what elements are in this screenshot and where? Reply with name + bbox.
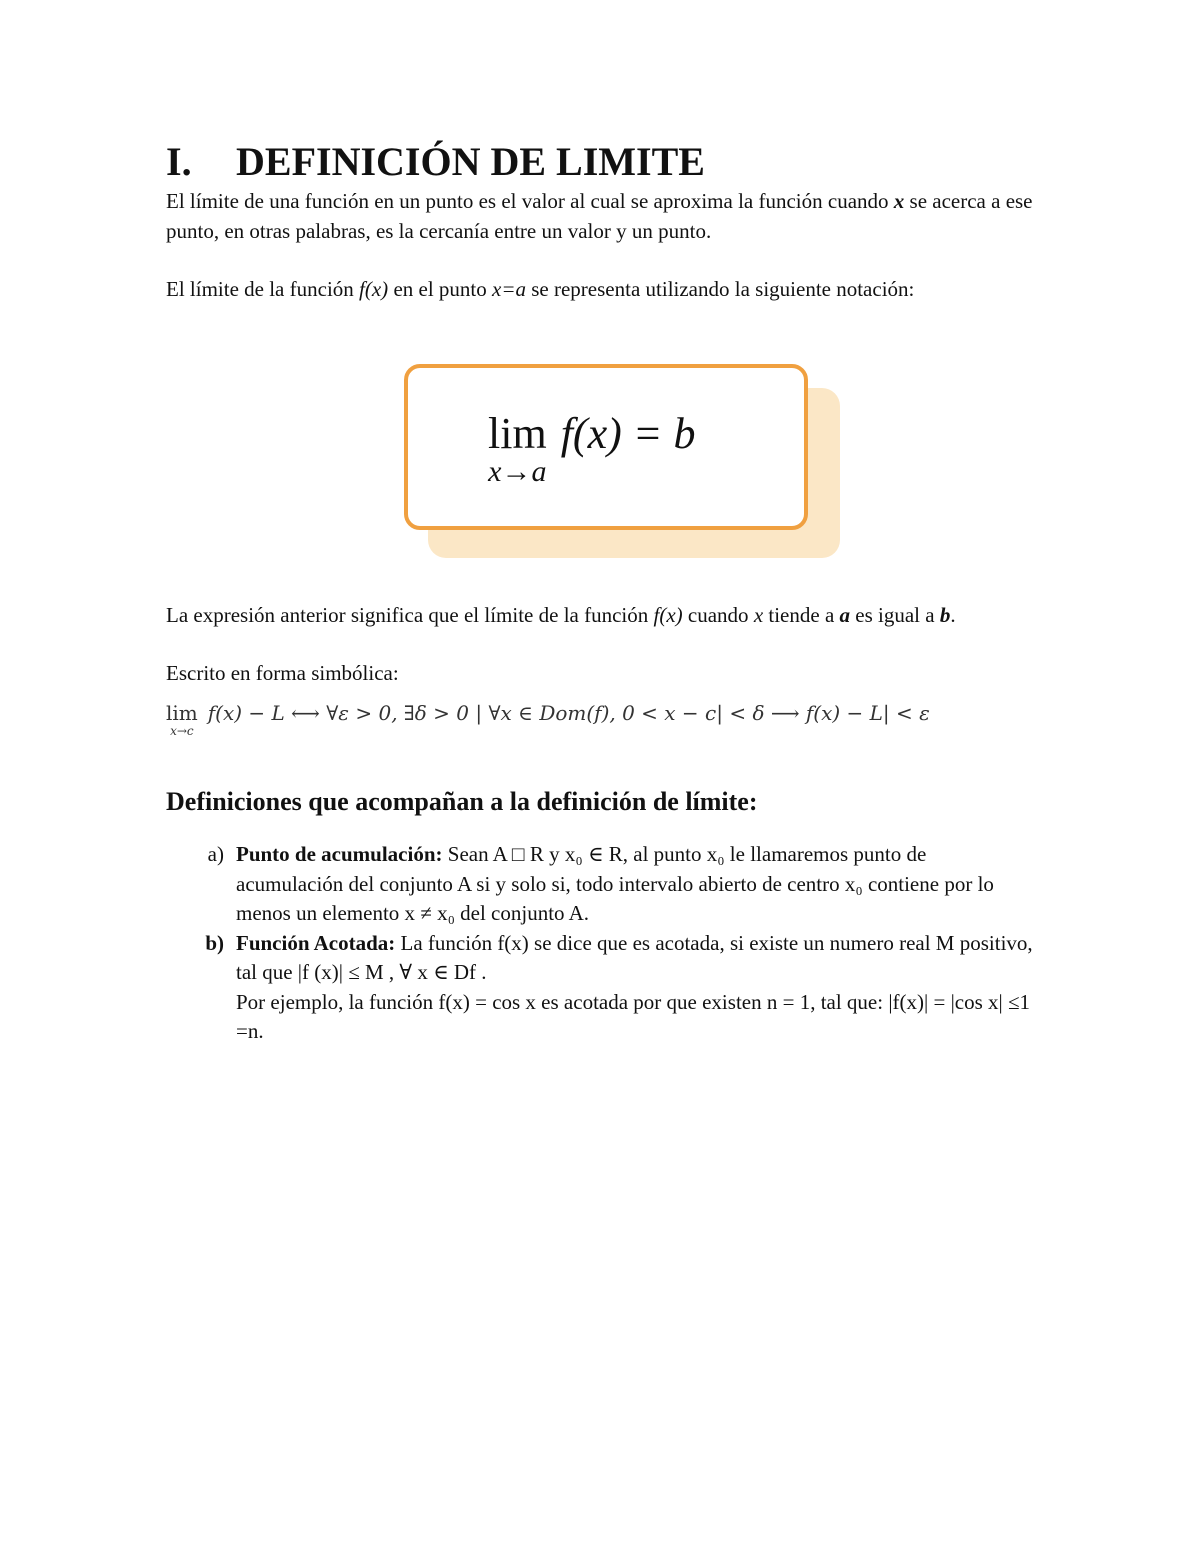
heading-title: DEFINICIÓN DE LIMITE [236,139,705,184]
list-marker: a) [207,842,224,866]
symbolic-limit-operator [166,702,198,738]
intro-text-2: se acerca a ese punto, en otras palabras, es la cercanía entre un valor y un punto. [166,189,1033,243]
meaning-text-2: cuando [682,603,754,627]
meaning-text-4: es igual a [850,603,940,627]
definitions-list [166,840,1038,1047]
list-item-term: Función Acotada: [236,930,396,955]
intro-paragraph [166,186,1038,246]
formula-box [404,364,808,530]
list-marker: b) [205,930,224,955]
list-item [166,840,1038,929]
notation-text-3: se representa utilizando la siguiente notación: [526,277,915,301]
heading-number: I. [166,139,192,184]
notation-fx: f(x) [359,277,389,301]
lim-subscript: x→a [488,455,547,488]
limit-operator [488,409,547,488]
notation-xa: x=a [492,277,526,301]
list-item-body [236,929,1038,1047]
symbolic-expression: f(x) − L ⟷ ∀ε > 0, ∃δ > 0 | ∀x ∈ Dom(f), 0 < x − c| < δ ⟶ f(x) − L| < ε [207,701,930,725]
limit-formula [488,409,696,488]
notation-text-1: El límite de la función [166,277,360,301]
meaning-period: . [950,603,956,627]
symbolic-lim-subscript: x→c [170,724,194,738]
meaning-b: b [939,603,951,627]
meaning-x: x [753,603,764,627]
meaning-a: a [839,603,851,627]
intro-text-1: El límite de una función en un punto es el valor al cual se aproxima la función cuando [166,189,894,213]
section-heading [166,138,1038,186]
list-item-example: Por ejemplo, la función f(x) = cos x es acotada por que existen n = 1, tal que: |f(x)| = |cos x| ≤1 =n. [236,989,1030,1043]
list-item-body [236,840,1038,929]
symbolic-lim-text: lim [166,701,198,725]
symbolic-formula [166,702,1038,738]
meaning-fx: f(x) [653,603,683,627]
limit-expression: f(x) = b [560,409,696,458]
meaning-text-3: tiende a [763,603,840,627]
list-item-text: Sean A □ R y x₀ ∈ R, al punto x₀ le llamaremos punto de acumulación del conjunto A si y solo si, todo intervalo abierto de centro x₀ contiene por lo menos un elemento x ≠ x₀ del conjunto A. [236,842,994,925]
symbolic-label: Escrito en forma simbólica: [166,661,399,685]
lim-text: lim [488,409,547,458]
notation-paragraph [166,274,1038,304]
section2-title: Definiciones que acompañan a la definición de límite: [166,787,758,816]
notation-text-2: en el punto [388,277,492,301]
list-item-term: Punto de acumulación: [236,842,443,866]
list-item-text: La función f(x) se dice que es acotada, si existe un numero real M positivo, tal que |f (x)| ≤ M , ∀ x ∈ Df . [236,930,1033,984]
document-page [166,138,1038,1047]
intro-x: x [893,189,905,213]
meaning-text-1: La expresión anterior significa que el límite de la función [166,603,654,627]
list-item [166,929,1038,1047]
meaning-paragraph [166,600,1038,630]
formula-figure [404,364,844,564]
